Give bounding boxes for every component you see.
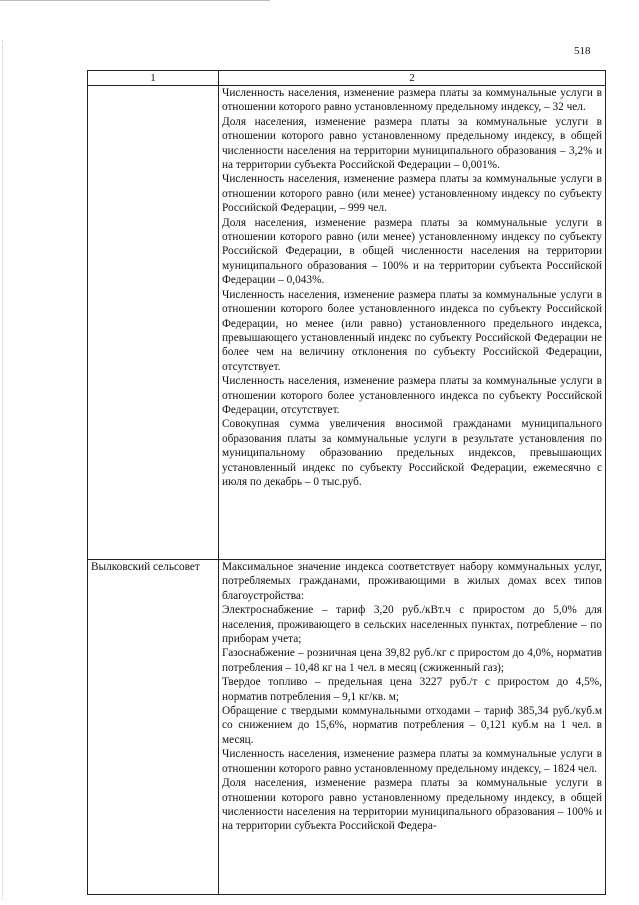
column-header-1: 1 (88, 71, 219, 86)
paragraph: Численность населения, изменение размера платы за коммунальные услуги в отношении которого более установленного индекса по субъекту Российской Федерации, отсутствует. (222, 375, 602, 416)
table-row (88, 86, 606, 560)
column-header-2: 2 (219, 71, 606, 86)
paragraph: Газоснабжение – розничная цена 39,82 руб./кг с приростом до 4,0%, норматив потребления – 10,48 кг на 1 чел. в месяц (сжиженный газ); (222, 647, 602, 674)
row-content (219, 86, 606, 560)
row-label: Вылковский сельсовет (88, 560, 219, 895)
paragraph: Совокупная сумма увеличения вносимой гражданами муниципального образования платы за коммунальные услуги в результате установления по муниципальному образованию предельных индексов, превышающих установленный индекс по субъекту Российской Федерации, ежемесячно с июля по декабрь – 0 тыс.руб. (222, 418, 602, 488)
paragraph: Численность населения, изменение размера платы за коммунальные услуги в отношении которого равно (или менее) установленному индексу по субъекту Российской Федерации, – 999 чел. (222, 173, 602, 215)
table-header-row (88, 71, 606, 86)
scan-edge-left (2, 40, 3, 900)
table-row (88, 560, 606, 895)
row-label (88, 86, 219, 560)
data-table (87, 70, 606, 895)
paragraph: Твердое топливо – предельная цена 3227 руб./т с приростом до 4,5%, норматив потребления – 9,1 кг/кв. м; (222, 676, 602, 703)
paragraph: Численность населения, изменение размера платы за коммунальные услуги в отношении которого более установленного индекса по субъекту Российской Федерации, но менее (или равно) установленного предельного индекса, превышающего установленный индекс по субъекту Российской Федерации не более чем на величину отклонения по субъекту Российской Федерации, отсутствует. (222, 288, 602, 373)
paragraph: Обращение с твердыми коммунальными отходами – тариф 385,34 руб./куб.м со снижением до 15,6%, норматив потребления – 0,121 куб.м на 1 чел. в месяц. (222, 705, 602, 746)
paragraph: Доля населения, изменение размера платы за коммунальные услуги в отношении которого равно установленному предельному индексу, в общей численности населения на территории муниципального образования – 100% и на территории субъекта Российской Федера- (222, 777, 602, 833)
scan-edge-top (0, 0, 270, 1)
paragraph: Максимальное значение индекса соответствует набору коммунальных услуг, потребляемых гражданами, проживающими в жилых домах всех типов благоустройства: (222, 561, 602, 602)
paragraph: Численность населения, изменение размера платы за коммунальные услуги в отношении которого равно установленному предельному индексу, – 32 чел. (222, 87, 602, 114)
paragraph: Доля населения, изменение размера платы за коммунальные услуги в отношении которого равно установленному предельному индексу, в общей численности населения на территории муниципального образования – 3,2% и на территории субъекта Российской Федерации – 0,001%. (222, 115, 602, 172)
paragraph: Доля населения, изменение размера платы за коммунальные услуги в отношении которого равно (или менее) установленному индексу по субъекту Российской Федерации, в общей численности населения на территории муниципального образования – 100% и на территории субъекта Российской Федерации – 0,043%. (222, 216, 602, 287)
paragraph: Численность населения, изменение размера платы за коммунальные услуги в отношении которого равно установленному предельному индексу, – 1824 чел. (222, 748, 602, 775)
paragraph: Электроснабжение – тариф 3,20 руб./кВт.ч с приростом до 5,0% для населения, проживающего в сельских населенных пунктах, потребление – по приборам учета; (222, 604, 602, 646)
row-content (219, 560, 606, 895)
page-number: 518 (574, 45, 591, 57)
